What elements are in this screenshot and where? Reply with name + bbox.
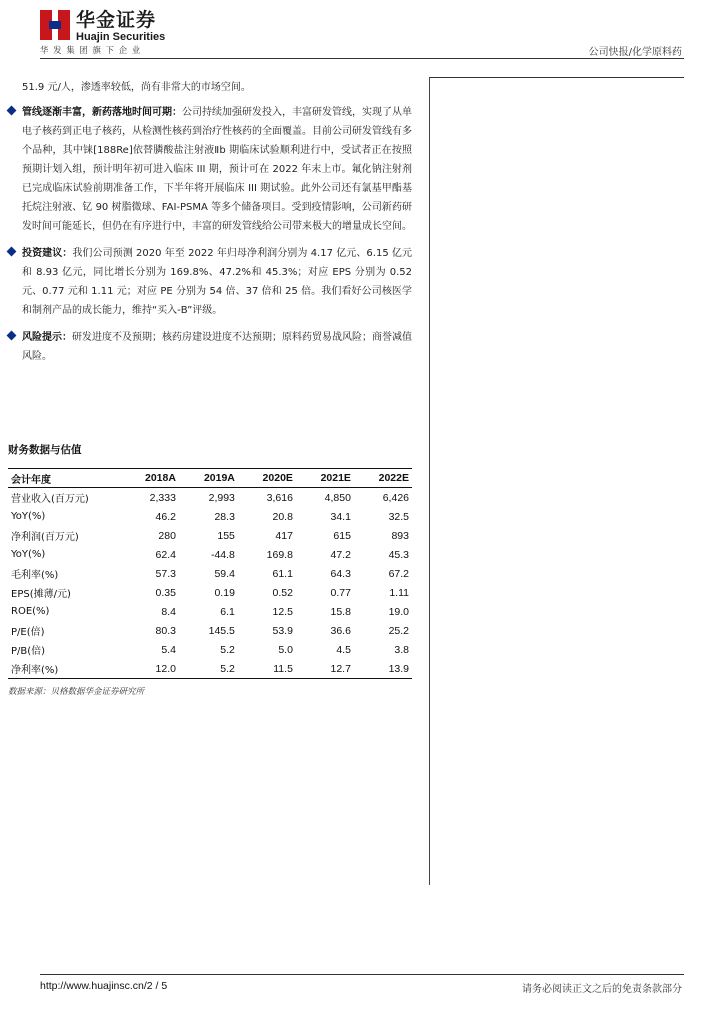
diamond-bullet-icon (7, 331, 17, 341)
table-cell: 6,426 (382, 491, 409, 504)
table-cell: 3,616 (266, 491, 293, 504)
table-cell: 4.5 (336, 643, 351, 656)
footer-divider (40, 974, 684, 975)
table-cell: 280 (158, 529, 176, 542)
table-cell: 0.35 (155, 586, 176, 599)
sidebar-divider (429, 77, 430, 885)
table-cell: 34.1 (330, 510, 351, 523)
bullet-title: 风险提示： (22, 332, 72, 343)
row-label: EPS(摊薄/元) (11, 589, 71, 600)
table-title: 财务数据与估值 (8, 444, 82, 456)
table-cell: 13.9 (354, 659, 412, 679)
table-cell: 893 (391, 529, 409, 542)
table-cell: 5.2 (179, 659, 238, 679)
report-category: 公司快报/化学原料药 (588, 47, 682, 58)
row-label: 净利率(%) (8, 659, 120, 679)
bullet-risk (8, 328, 412, 366)
diamond-bullet-icon (7, 247, 17, 257)
table-row (8, 564, 412, 583)
table-cell: 145.5 (208, 624, 235, 637)
row-label: 净利润(百万元) (11, 532, 79, 543)
company-logo (40, 10, 240, 60)
sidebar-top-rule (430, 77, 684, 78)
table-cell: 12.5 (272, 605, 293, 618)
table-cell: 15.8 (330, 605, 351, 618)
row-label: P/B(倍) (11, 646, 46, 657)
table-cell: 32.5 (388, 510, 409, 523)
table-cell: -44.8 (210, 548, 235, 561)
bullet-title: 投资建议： (22, 248, 73, 259)
header-cell: 2019A (179, 469, 238, 488)
table-cell: 20.8 (272, 510, 293, 523)
table-cell: 67.2 (388, 567, 409, 580)
header-divider (40, 58, 684, 59)
table-cell: 0.77 (330, 586, 351, 599)
table-cell: 1.11 (389, 586, 409, 599)
table-cell: 2,993 (208, 491, 235, 504)
row-label: YoY(%) (11, 511, 46, 522)
table-cell: 57.3 (155, 567, 176, 580)
table-cell: 3.8 (394, 643, 409, 656)
table-row (8, 621, 412, 640)
table-row (8, 545, 412, 564)
header-cell: 2020E (238, 469, 296, 488)
table-cell: 5.4 (161, 643, 176, 656)
company-name-cn: 华金证券 (76, 9, 157, 31)
bullet-text: 公司持续加强研发投入，丰富研发管线，实现了从单电子核药到正电子核药，从检测性核药到治疗性核药的全面覆盖。目前公司研发管线有多个品种，其中铼[188Re]依替膦酸盐注射液Ⅱb 期临床试验顺利进行中，受试者正在按照预期计划入组，预计明年初可进入临床 III 期，预计可在 2022 年末上市。氟化钠注射剂已完成临床试验前期准备工作，下半年将开展临床 III 期试验。此外公司还有氯基甲酯基托烷注射液、钇 90 树脂微球、FAI-PSMA 等多个储备项目。受到疫情影响，公司新药研发时间可能延长，但仍在有序进行中，丰富的研发管线给公司带来极大的增量成长空间。 (22, 107, 412, 232)
table-cell: 19.0 (388, 605, 409, 618)
table-header-row (8, 469, 412, 488)
data-source: 数据来源：贝格数据华金证券研究所 (8, 687, 145, 697)
table-cell: 615 (333, 529, 351, 542)
table-cell: 11.5 (238, 659, 296, 679)
table-cell: 5.0 (278, 643, 293, 656)
table-cell: 4,850 (324, 491, 351, 504)
header-cell: 2022E (354, 469, 412, 488)
table-cell: 5.2 (220, 643, 235, 656)
table-cell: 46.2 (155, 510, 176, 523)
table-cell: 28.3 (214, 510, 235, 523)
row-label: 营业收入(百万元) (11, 494, 89, 505)
row-label: 毛利率(%) (11, 570, 59, 581)
bullet-text: 我们公司预测 2020 年至 2022 年归母净利润分别为 4.17 亿元、6.15 亿元和 8.93 亿元，同比增长分别为 169.8%、47.2%和 45.3%；对应 EPS 分别为 0.52 元、0.77 元和 1.11 元；对应 PE 分别为 54 倍、37 倍和 25 倍。我们看好公司核医学和制剂产品的成长能力，维持“买入-B”评级。 (22, 248, 413, 316)
company-name-en: Huajin Securities (76, 31, 166, 43)
report-body (8, 78, 412, 374)
footer-url-page: http://www.huajinsc.cn/2 / 5 (40, 980, 168, 992)
table-cell: 6.1 (220, 605, 235, 618)
header-cell: 2018A (120, 469, 179, 488)
table-cell: 0.19 (214, 586, 235, 599)
footer-disclaimer: 请务必阅读正文之后的免责条款部分 (522, 984, 682, 995)
table-cell: 53.9 (272, 624, 293, 637)
header-cell: 会计年度 (8, 469, 120, 488)
table-cell: 155 (217, 529, 235, 542)
table-cell: 25.2 (388, 624, 409, 637)
table-row (8, 602, 412, 621)
table-body (8, 488, 412, 679)
table-cell: 47.2 (330, 548, 351, 561)
table-cell: 417 (275, 529, 293, 542)
bullet-investment-advice (8, 244, 412, 320)
table-cell: 80.3 (155, 624, 176, 637)
row-label: ROE(%) (11, 606, 50, 617)
table-cell: 61.1 (272, 567, 293, 580)
table-row (8, 507, 412, 526)
table-cell: 12.7 (296, 659, 354, 679)
intro-paragraph: 51.9 元/人，渗透率较低，尚有非常大的市场空间。 (22, 82, 251, 93)
financial-table (8, 468, 412, 679)
table-cell: 8.4 (161, 605, 176, 618)
row-label: YoY(%) (11, 549, 46, 560)
table-cell: 12.0 (120, 659, 179, 679)
huajin-logo-icon (40, 10, 70, 40)
table-cell: 2,333 (149, 491, 176, 504)
table-row (8, 659, 412, 679)
table-cell: 36.6 (330, 624, 351, 637)
table-cell: 64.3 (330, 567, 351, 580)
table-cell: 0.52 (272, 586, 293, 599)
bullet-title: 管线逐渐丰富，新药落地时间可期： (22, 107, 182, 118)
table-row (8, 488, 412, 508)
table-row (8, 526, 412, 545)
table-cell: 59.4 (214, 567, 235, 580)
table-cell: 45.3 (388, 548, 409, 561)
header-cell: 2021E (296, 469, 354, 488)
table-cell: 169.8 (266, 548, 293, 561)
table-row (8, 583, 412, 602)
company-subtitle: 华发集团旗下企业 (40, 46, 145, 56)
row-label: P/E(倍) (11, 627, 45, 638)
table-cell: 62.4 (155, 548, 176, 561)
bullet-text: 研发进度不及预期；核药房建设进度不达预期；原料药贸易战风险；商誉减值风险。 (22, 332, 412, 362)
diamond-bullet-icon (7, 106, 17, 116)
bullet-pipeline (8, 103, 412, 236)
table-row (8, 640, 412, 659)
